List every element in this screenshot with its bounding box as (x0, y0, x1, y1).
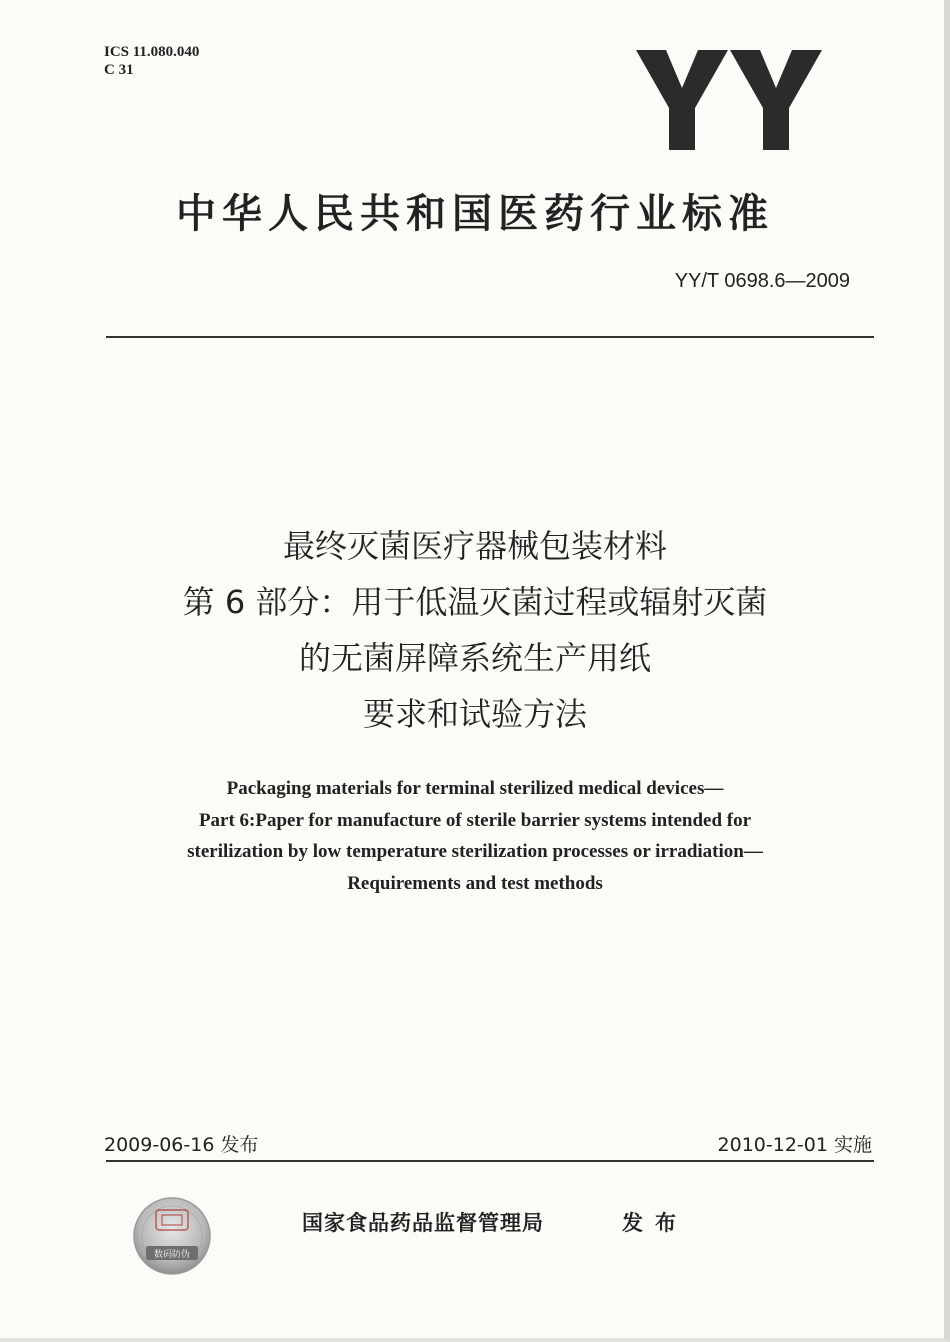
yy-logo-text: YY (729, 148, 731, 149)
bottom-divider (106, 1160, 874, 1162)
ccs-code: C 31 (104, 62, 134, 78)
english-title-line-1: Packaging materials for terminal sterilized medical devices— (226, 778, 724, 799)
classification-codes (104, 43, 199, 79)
standard-category: 中华人民共和国医药行业标准 (176, 191, 774, 237)
standard-number: YY/T 0698.6—2009 (674, 270, 850, 292)
english-title-line-2: Part 6:Paper for manufacture of sterile barrier systems intended for (198, 809, 752, 831)
chinese-title-line-1: 最终灭菌医疗器械包装材料 (282, 527, 667, 565)
english-title-line-3: sterilization by low temperature sterilization processes or irradiation— (187, 841, 763, 862)
chinese-title-line-3: 的无菌屏障系统生产用纸 (298, 639, 651, 677)
yy-logo (636, 50, 822, 150)
top-divider (106, 336, 874, 338)
english-title-line-4: Requirements and test methods (347, 872, 603, 894)
publisher-name: 国家食品药品监督管理局 (302, 1211, 544, 1235)
seal-text: 数码防伪 (153, 1250, 191, 1260)
anti-counterfeit-seal (132, 1196, 212, 1276)
chinese-title-line-4: 要求和试验方法 (362, 695, 587, 733)
issue-date: 2009-06-16 发布 (104, 1134, 259, 1156)
chinese-title-line-2: 第 6 部分：用于低温灭菌过程或辐射灭菌 (182, 583, 768, 621)
ics-code: ICS 11.080.040 (104, 44, 200, 60)
yy-logo-letter-1 (636, 50, 728, 150)
yy-logo-letter-2 (730, 50, 822, 150)
implementation-date: 2010-12-01 实施 (717, 1134, 872, 1156)
chinese-title (0, 518, 950, 742)
publish-label: 发布 (622, 1211, 688, 1235)
english-title (0, 773, 950, 899)
